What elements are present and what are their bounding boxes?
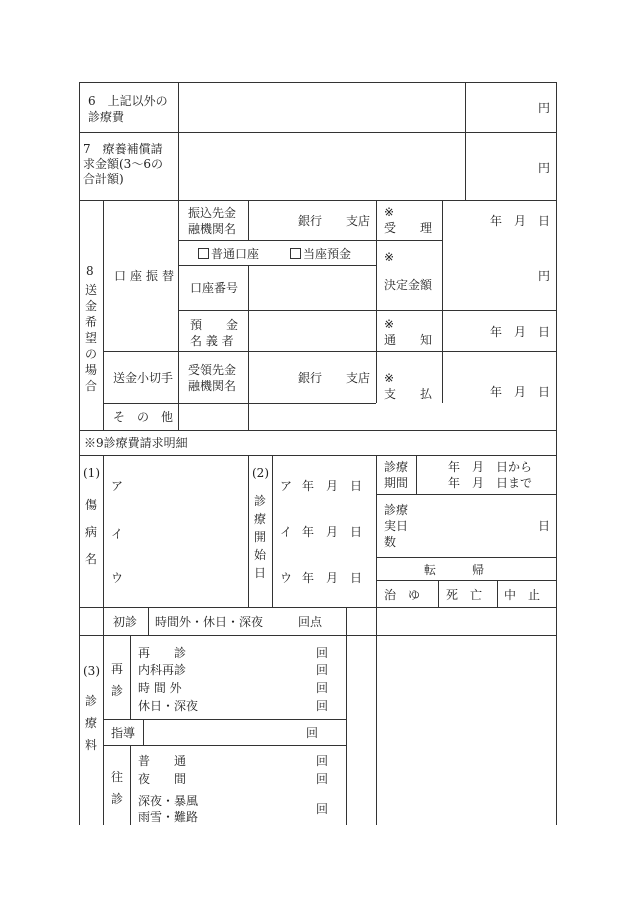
shiharai-date: 年 月 日 [490,385,551,399]
shido-unit: 回 [306,726,319,740]
furikomi-bank-label: 振込先金 融機関名 [188,206,237,236]
koza-bango-label: 口座番号 [190,281,239,295]
oshin-unit-3: 回 [316,802,329,816]
tenki-chiyu[interactable]: 治 ゆ [384,588,421,602]
kaishi-u-date: 年 月 日 [302,571,363,585]
uketori-label: ※ 受 理 [384,205,433,235]
furikomi-bank-input[interactable] [249,201,375,239]
juryo-bank-text: 銀行 [298,371,323,385]
saishin-unit-4: 回 [316,699,329,713]
tsuchi-date: 年 月 日 [490,325,551,339]
saishin-unit-1: 回 [316,646,329,660]
kikan-to: 年 月 日まで [448,476,533,490]
toza-checkbox[interactable] [290,248,301,259]
kaishi-vertical-label: 診療開始日 [253,494,266,580]
byomei-a: ア [111,479,124,493]
kaishi-a-label: ア [280,479,293,493]
kaishi-i-label: イ [280,525,293,539]
toza-label: 当座預金 [303,247,352,261]
kaishi-u-label: ウ [280,571,293,585]
sec8-vertical-label: 送金希望の場合 [84,283,97,393]
oshin-unit-1: 回 [316,754,329,768]
row7-unit: 円 [538,161,551,175]
sec9-title: ※9診療費請求明細 [84,436,188,450]
row6-unit: 円 [538,101,551,115]
jitsu-label: 診療 実日 数 [384,503,409,549]
koza-bango-input[interactable] [249,266,375,309]
juryo-bank-input[interactable] [249,352,375,402]
kettei-unit: 円 [538,269,551,283]
saishin-item-2: 内科再診 [138,663,187,677]
shido-label: 指導 [111,726,136,740]
row6-label: 6 上記以外の 診療費 [88,94,168,124]
juryo-bank-label: 受領先金 融機関名 [188,363,237,393]
juryo-branch-text: 支店 [346,371,371,385]
shoshin-detail: 時間外・休日・深夜 [155,615,264,629]
jitsu-input[interactable] [416,495,536,556]
oshin-item-2: 夜 間 [138,772,187,786]
sonota-input[interactable] [179,404,376,429]
kogitte-label: 送金小切手 [113,371,174,385]
oshin-vertical-label: 往診 [110,770,123,806]
byomei-vertical-label: 傷病名 [84,498,97,566]
sonota-label: そ の 他 [113,410,174,424]
shoshin-label: 初診 [113,615,138,629]
tenki-label: 転 帰 [424,563,485,577]
furikomi-branch-text: 支店 [346,214,371,228]
oshin-unit-2: 回 [316,772,329,786]
shoshin-unit: 回点 [298,615,323,629]
shiharai-label: ※ 支 払 [384,371,433,401]
byomei-input[interactable] [104,456,248,606]
kaishi-i-date: 年 月 日 [302,525,363,539]
kettei-amount-field[interactable] [443,241,555,309]
saishin-item-1: 再 診 [138,646,187,660]
byomei-number: (1) [83,466,100,480]
shinryo-vertical-label: 診療料 [84,694,97,752]
row7-label: 7 療養補償請 求金額(3〜6の 合計額) [83,142,163,186]
toza-option[interactable] [290,246,351,262]
saishin-unit-3: 回 [316,681,329,695]
shinryo-number: (3) [83,664,100,678]
saishin-unit-2: 回 [316,663,329,677]
koza-furikae-label: 口座振替 [114,269,179,283]
kettei-label: ※ 決定金額 [384,250,433,292]
tenki-chushi[interactable]: 中 止 [504,588,541,602]
futsu-option[interactable] [198,246,259,262]
tsuchi-label: ※ 通 知 [384,317,433,347]
byomei-u: ウ [111,571,124,585]
oshin-item-1: 普 通 [138,754,187,768]
byomei-i: イ [111,527,124,541]
futsu-label: 普通口座 [211,247,260,261]
saishin-item-4: 休日・深夜 [138,699,199,713]
meigi-label: 預 金 名 義 者 [190,318,239,348]
furikomi-bank-text: 銀行 [298,214,323,228]
tenki-shibo[interactable]: 死 亡 [446,588,483,602]
jitsu-unit: 日 [538,519,551,533]
sec8-number: 8 [86,264,94,278]
futsu-checkbox[interactable] [198,248,209,259]
saishin-vertical-label: 再診 [110,662,123,698]
saishin-item-3: 時 間 外 [138,681,182,695]
oshin-item-3: 深夜・暴風 雨雪・難路 [138,794,199,824]
kaishi-number: (2) [252,466,269,480]
uketori-date: 年 月 日 [490,214,551,228]
meigi-input[interactable] [249,311,375,350]
kikan-from: 年 月 日から [448,460,533,474]
kikan-label: 診療 期間 [384,460,409,490]
kaishi-a-date: 年 月 日 [302,479,363,493]
